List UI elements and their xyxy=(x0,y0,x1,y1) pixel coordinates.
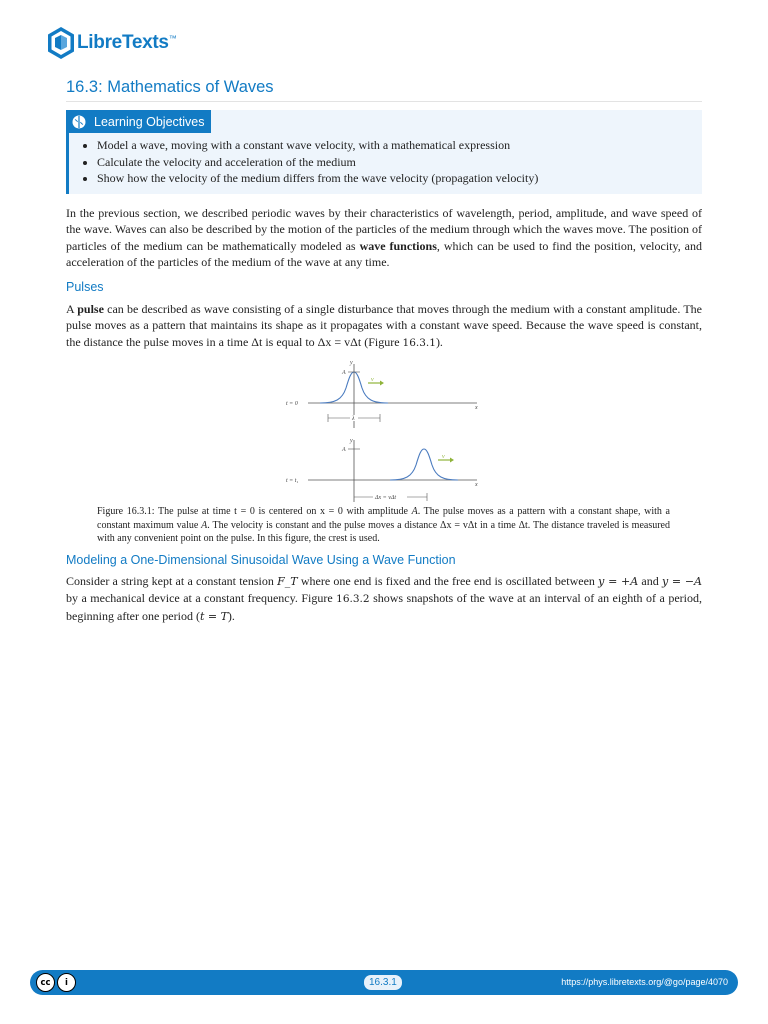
period-math: t = T xyxy=(199,609,228,623)
pulses-paragraph xyxy=(66,301,702,351)
velocity-arrow-head xyxy=(450,458,454,463)
modeling-text: ). xyxy=(227,608,235,623)
page-footer xyxy=(30,970,738,995)
y-axis-label: y xyxy=(350,438,353,444)
pulse-figure xyxy=(280,356,490,504)
y-axis-label: y xyxy=(350,360,353,366)
logo-trademark: ™ xyxy=(168,34,177,43)
wavelength-label: λ xyxy=(352,416,355,422)
page-number: 16.3.1 xyxy=(364,975,402,990)
wave-functions-term: wave functions xyxy=(359,238,437,253)
lower-bound-math: y = −A xyxy=(661,575,702,588)
pulse-panel-t0 xyxy=(286,360,478,428)
time-label: t = 0 xyxy=(286,401,298,407)
libretexts-logo-icon xyxy=(46,26,76,60)
learning-objectives-list xyxy=(81,137,538,187)
pulse-curve xyxy=(390,449,458,480)
cc-license-badge[interactable] xyxy=(36,973,78,992)
attribution-icon: i xyxy=(57,973,76,992)
figure-link[interactable]: 16.3.1 xyxy=(402,336,436,349)
caption-math: A xyxy=(201,519,208,531)
pulse-panel-t1 xyxy=(286,438,478,502)
x-axis-label: x xyxy=(475,405,478,411)
caption-text: Figure 16.3.1: The pulse at time t = 0 is centered on x = 0 with amplitude xyxy=(97,506,412,517)
x-axis-label: x xyxy=(475,482,478,488)
intro-paragraph xyxy=(66,205,702,270)
displacement-label: Δx = vΔt xyxy=(375,495,397,501)
brain-icon xyxy=(72,115,86,129)
modeling-text: shows snapshots of the wave at an interval of an eighth of a period, beginning after one period ( xyxy=(66,591,702,623)
caption-text: . The velocity is constant and the pulse moves a distance Δx = vΔt in a time Δt. The distance traveled is measured with any convenient point on the pulse. In this figure, the crest is used. xyxy=(97,519,670,544)
libretexts-logo[interactable] xyxy=(46,26,177,60)
modeling-text: where one end is fixed and the free end is oscillated between xyxy=(297,574,599,588)
tension-math: F_T xyxy=(277,575,298,588)
learning-objectives-box xyxy=(66,110,702,194)
caption-text: . The pulse moves as a pattern with a constant shape, with a constant maximum value xyxy=(97,506,670,531)
pulses-text-mid: can be described as wave consisting of a single disturbance that moves through the medium with a constant amplitude. The pulse moves as a pattern that maintains its shape as it propagates with a constant wave speed. Because the wave speed is constant, the distance the pulse moves in a time Δt is equal to Δx = vΔt (Figure xyxy=(66,302,702,349)
learning-objectives-heading: Learning Objectives xyxy=(94,114,205,129)
intro-text-end: , which can be used to find the position, velocity, and acceleration of the particles of the medium of the wave at any time. xyxy=(66,238,702,269)
modeling-text: and xyxy=(638,574,662,588)
cc-icon: cc xyxy=(36,973,55,992)
logo-text: LibreTexts xyxy=(77,32,169,53)
page-title: 16.3: Mathematics of Waves xyxy=(66,78,702,102)
list-item: • Show how the velocity of the medium differs from the wave velocity (propagation velocity) xyxy=(97,170,538,187)
list-item: • Model a wave, moving with a constant wave velocity, with a mathematical expression xyxy=(97,137,538,154)
time-label: t = t₁ xyxy=(286,478,299,484)
pulses-text-end: ). xyxy=(435,334,443,349)
pulses-text: A xyxy=(66,302,78,316)
modeling-paragraph xyxy=(66,573,702,625)
intro-text: In the previous section, we described periodic waves by their characteristics of wavelength, period, amplitude, and wave speed of the wave. Waves can also be described by the motion of the particles of the medium through which the waves move. The position of particles of the medium can be mathematically modeled as xyxy=(66,206,702,253)
caption-math: A xyxy=(411,506,418,517)
amplitude-label: A xyxy=(342,447,346,453)
figure-link[interactable]: 16.3.2 xyxy=(336,593,370,606)
modeling-text: by a mechanical device at a constant frequency. Figure xyxy=(66,591,337,606)
modeling-heading: Modeling a One-Dimensional Sinusoidal Wave Using a Wave Function xyxy=(66,553,456,567)
pulse-term: pulse xyxy=(77,302,104,316)
amplitude-label: A xyxy=(342,370,346,376)
velocity-label: v xyxy=(371,377,374,383)
velocity-label: v xyxy=(442,454,445,460)
list-item: • Calculate the velocity and acceleration of the medium xyxy=(97,154,538,171)
upper-bound-math: y = +A xyxy=(598,575,639,588)
page-url-link[interactable]: https://phys.libretexts.org/@go/page/4070 xyxy=(561,977,728,987)
modeling-text: Consider a string kept at a constant tension xyxy=(66,574,278,588)
velocity-arrow-head xyxy=(380,381,384,386)
learning-objectives-header xyxy=(66,110,211,133)
pulses-heading: Pulses xyxy=(66,280,104,294)
figure-caption xyxy=(97,505,670,546)
